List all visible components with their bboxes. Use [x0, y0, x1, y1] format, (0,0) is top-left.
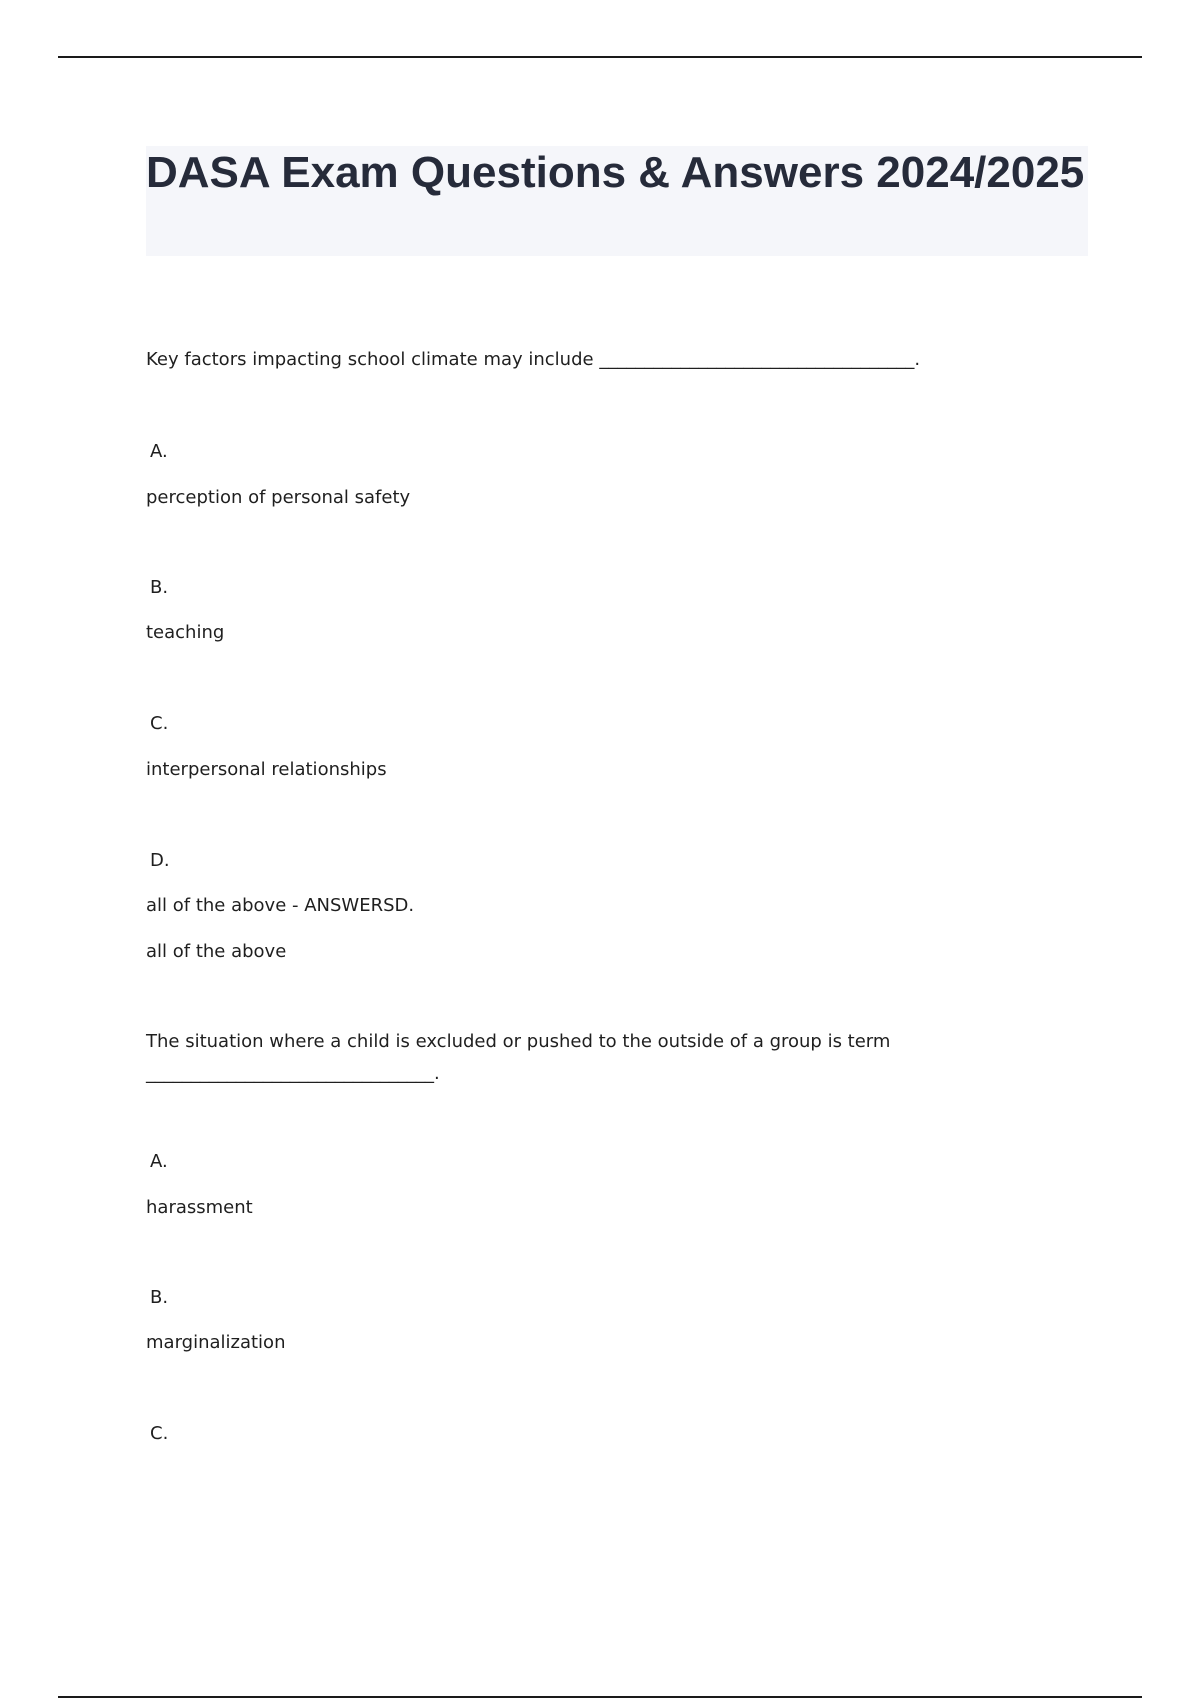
question-2-prompt-line-1: The situation where a child is excluded or pushed to the outside of a group is term	[146, 1031, 891, 1052]
question-1-answer: all of the above	[146, 941, 287, 962]
question-1-option-b-letter: B.	[150, 577, 169, 598]
question-1-prompt: Key factors impacting school climate may include ___________________________________.	[146, 349, 921, 370]
question-2-option-b-text: marginalization	[146, 1332, 286, 1353]
bottom-divider	[58, 1696, 1142, 1698]
document-title: DASA Exam Questions & Answers 2024/2025	[146, 148, 1085, 197]
question-1-option-c-letter: C.	[150, 713, 169, 734]
question-1-option-a-text: perception of personal safety	[146, 487, 411, 508]
question-1-option-d-text: all of the above - ANSWERSD.	[146, 895, 415, 916]
question-1-option-d-letter: D.	[150, 850, 170, 871]
question-2-option-b-letter: B.	[150, 1287, 169, 1308]
question-2-option-a-text: harassment	[146, 1197, 253, 1218]
top-divider	[58, 56, 1142, 58]
question-2-option-a-letter: A.	[150, 1151, 168, 1172]
question-1-option-a-letter: A.	[150, 441, 168, 462]
question-1-option-b-text: teaching	[146, 622, 225, 643]
question-2-option-c-letter: C.	[150, 1423, 169, 1444]
question-1-option-c-text: interpersonal relationships	[146, 759, 387, 780]
question-2-prompt-line-2: ________________________________.	[146, 1063, 440, 1084]
